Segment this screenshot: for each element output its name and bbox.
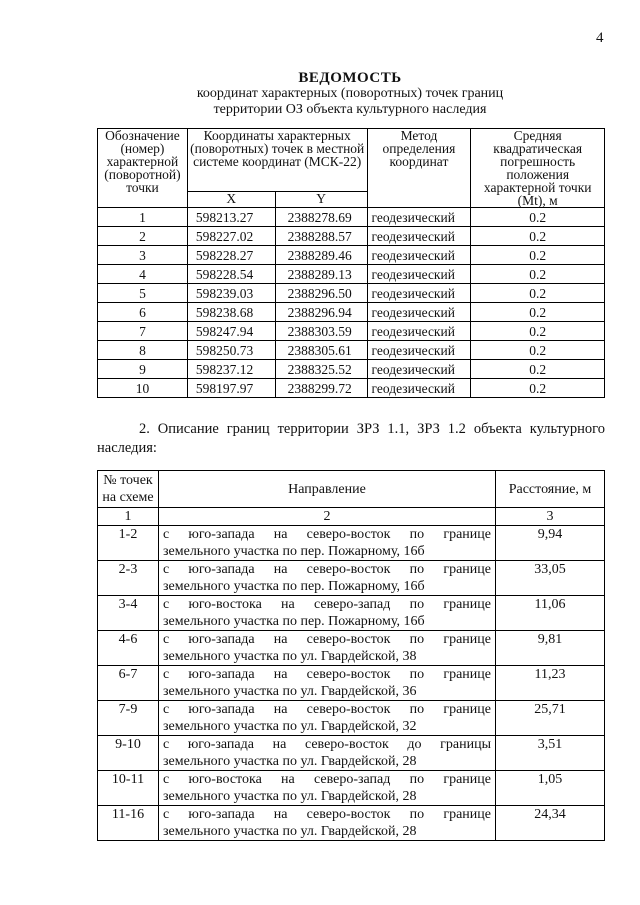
x-cell: 598250.73 — [187, 341, 275, 360]
table-row — [98, 360, 605, 379]
direction-line-2: земельного участка по ул. Гвардейской, 38 — [163, 649, 417, 664]
y-cell: 2388296.94 — [275, 303, 367, 322]
boundary-description-table — [97, 470, 605, 841]
table-row — [98, 227, 605, 246]
header-distance: Расстояние, м — [496, 471, 605, 508]
point-number-cell: 4 — [98, 265, 188, 284]
distance-cell: 9,81 — [496, 631, 605, 666]
direction-line-1: с юго-запада на северо-восток по границе — [163, 807, 491, 822]
x-cell: 598238.68 — [187, 303, 275, 322]
title-line-1: координат характерных (поворотных) точек границ — [196, 86, 504, 101]
direction-line-2: земельного участка по ул. Гвардейской, 32 — [163, 719, 417, 734]
y-cell: 2388299.72 — [275, 379, 367, 398]
direction-line-2: земельного участка по ул. Гвардейской, 28 — [163, 789, 417, 804]
distance-cell: 11,06 — [496, 596, 605, 631]
table-row — [98, 701, 605, 736]
title-line-2: территории ОЗ объекта культурного наследия — [213, 102, 487, 117]
distance-cell: 11,23 — [496, 666, 605, 701]
direction-cell — [159, 666, 496, 701]
direction-line-2: земельного участка по ул. Гвардейской, 28 — [163, 824, 417, 839]
method-cell: геодезический — [367, 360, 471, 379]
direction-cell — [159, 736, 496, 771]
accuracy-cell: 0.2 — [471, 341, 605, 360]
table-row — [98, 666, 605, 701]
method-cell: геодезический — [367, 379, 471, 398]
direction-cell — [159, 596, 496, 631]
distance-cell: 25,71 — [496, 701, 605, 736]
x-cell: 598228.54 — [187, 265, 275, 284]
points-cell: 4-6 — [98, 631, 159, 666]
y-cell: 2388278.69 — [275, 208, 367, 227]
point-number-cell: 6 — [98, 303, 188, 322]
method-cell: геодезический — [367, 265, 471, 284]
table-row — [98, 736, 605, 771]
distance-cell: 1,05 — [496, 771, 605, 806]
y-cell: 2388325.52 — [275, 360, 367, 379]
table-row — [98, 341, 605, 360]
point-number-cell: 5 — [98, 284, 188, 303]
table-row — [98, 379, 605, 398]
table-row — [98, 265, 605, 284]
point-number-cell: 10 — [98, 379, 188, 398]
accuracy-cell: 0.2 — [471, 246, 605, 265]
direction-cell — [159, 806, 496, 841]
x-cell: 598239.03 — [187, 284, 275, 303]
table-row — [98, 561, 605, 596]
page-number: 4 — [596, 30, 604, 46]
header-coordinates: Координаты характерных (поворотных) точек в местной системе координат (МСК-22) — [187, 129, 367, 192]
point-number-cell: 2 — [98, 227, 188, 246]
direction-line-1: с юго-запада на северо-восток по границе — [163, 527, 491, 542]
direction-line-1: с юго-запада на северо-восток до границы — [163, 737, 491, 752]
table-row — [98, 208, 605, 227]
point-number-cell: 8 — [98, 341, 188, 360]
points-cell: 1-2 — [98, 526, 159, 561]
direction-line-1: с юго-запада на северо-восток по границе — [163, 702, 491, 717]
direction-line-2: земельного участка по пер. Пожарному, 16б — [163, 579, 425, 594]
points-cell: 2-3 — [98, 561, 159, 596]
header-col-2: 2 — [159, 508, 496, 526]
accuracy-cell: 0.2 — [471, 208, 605, 227]
accuracy-cell: 0.2 — [471, 227, 605, 246]
table-row — [98, 246, 605, 265]
header-x: X — [187, 191, 275, 207]
header-method: Метод определения координат — [367, 129, 471, 208]
point-number-cell: 9 — [98, 360, 188, 379]
direction-line-2: земельного участка по пер. Пожарному, 16б — [163, 544, 425, 559]
header-col-3: 3 — [496, 508, 605, 526]
x-cell: 598197.97 — [187, 379, 275, 398]
distance-cell: 33,05 — [496, 561, 605, 596]
title-main: ВЕДОМОСТЬ — [298, 70, 402, 86]
direction-line-1: с юго-востока на северо-запад по границе — [163, 597, 491, 612]
table-row — [98, 596, 605, 631]
section-2-heading: 2. Описание границ территории ЗРЗ 1.1, ЗРЗ 1.2 объекта культурного наследия: — [97, 421, 605, 456]
accuracy-cell: 0.2 — [471, 265, 605, 284]
distance-cell: 24,34 — [496, 806, 605, 841]
points-cell: 11-16 — [98, 806, 159, 841]
direction-line-1: с юго-запада на северо-восток по границе — [163, 562, 491, 577]
document-title — [150, 70, 550, 118]
points-cell: 6-7 — [98, 666, 159, 701]
header-points: № точек на схеме — [98, 471, 159, 508]
accuracy-cell: 0.2 — [471, 284, 605, 303]
accuracy-cell: 0.2 — [471, 379, 605, 398]
y-cell: 2388303.59 — [275, 322, 367, 341]
direction-cell — [159, 561, 496, 596]
method-cell: геодезический — [367, 227, 471, 246]
table-row — [98, 303, 605, 322]
coordinates-table — [97, 128, 605, 398]
accuracy-cell: 0.2 — [471, 360, 605, 379]
table-row — [98, 806, 605, 841]
y-cell: 2388305.61 — [275, 341, 367, 360]
direction-line-2: земельного участка по ул. Гвардейской, 36 — [163, 684, 417, 699]
table-row — [98, 526, 605, 561]
x-cell: 598247.94 — [187, 322, 275, 341]
point-number-cell: 3 — [98, 246, 188, 265]
y-cell: 2388289.13 — [275, 265, 367, 284]
method-cell: геодезический — [367, 341, 471, 360]
x-cell: 598228.27 — [187, 246, 275, 265]
point-number-cell: 1 — [98, 208, 188, 227]
header-col-1: 1 — [98, 508, 159, 526]
table-row — [98, 322, 605, 341]
table-row — [98, 631, 605, 666]
points-cell: 7-9 — [98, 701, 159, 736]
method-cell: геодезический — [367, 208, 471, 227]
y-cell: 2388296.50 — [275, 284, 367, 303]
x-cell: 598213.27 — [187, 208, 275, 227]
method-cell: геодезический — [367, 246, 471, 265]
header-designation: Обозначение (номер) характерной (поворотной) точки — [98, 129, 188, 208]
header-accuracy: Средняя квадратическая погрешность положения характерной точки (Mt), м — [471, 129, 605, 208]
point-number-cell: 7 — [98, 322, 188, 341]
header-y: Y — [275, 191, 367, 207]
points-cell: 3-4 — [98, 596, 159, 631]
table-row — [98, 284, 605, 303]
distance-cell: 3,51 — [496, 736, 605, 771]
direction-cell — [159, 771, 496, 806]
direction-line-1: с юго-запада на северо-восток по границе — [163, 632, 491, 647]
direction-line-2: земельного участка по пер. Пожарному, 16б — [163, 614, 425, 629]
direction-cell — [159, 701, 496, 736]
x-cell: 598237.12 — [187, 360, 275, 379]
distance-cell: 9,94 — [496, 526, 605, 561]
direction-line-2: земельного участка по ул. Гвардейской, 28 — [163, 754, 417, 769]
method-cell: геодезический — [367, 303, 471, 322]
method-cell: геодезический — [367, 284, 471, 303]
accuracy-cell: 0.2 — [471, 322, 605, 341]
header-direction: Направление — [159, 471, 496, 508]
points-cell: 9-10 — [98, 736, 159, 771]
accuracy-cell: 0.2 — [471, 303, 605, 322]
direction-line-1: с юго-востока на северо-запад по границе — [163, 772, 491, 787]
direction-cell — [159, 631, 496, 666]
x-cell: 598227.02 — [187, 227, 275, 246]
method-cell: геодезический — [367, 322, 471, 341]
points-cell: 10-11 — [98, 771, 159, 806]
table-row — [98, 771, 605, 806]
y-cell: 2388288.57 — [275, 227, 367, 246]
direction-line-1: с юго-запада на северо-восток по границе — [163, 667, 491, 682]
y-cell: 2388289.46 — [275, 246, 367, 265]
direction-cell — [159, 526, 496, 561]
